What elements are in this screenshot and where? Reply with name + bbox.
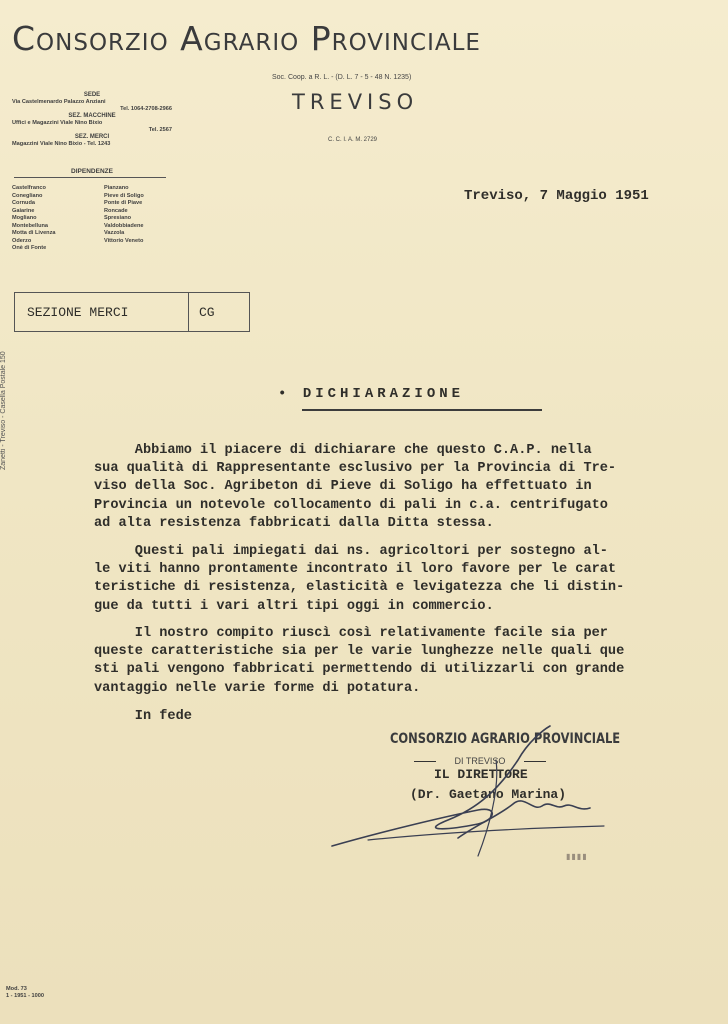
dep-item: Roncade bbox=[104, 207, 128, 214]
dep-item: Vazzola bbox=[104, 230, 125, 236]
section-box bbox=[14, 292, 250, 332]
signature-sub-text: DI TREVISO bbox=[454, 756, 506, 766]
dep-item: Conegliano bbox=[12, 192, 43, 199]
heading-underline bbox=[302, 409, 542, 411]
dep-item: Oderzo bbox=[12, 237, 32, 244]
dipendenze-col2 bbox=[104, 185, 144, 245]
dep-item: Cornuda bbox=[12, 200, 35, 206]
side-printer-note: Zanetti - Treviso - Casella Postale 150 bbox=[0, 351, 7, 470]
heading-text: DICHIARAZIONE bbox=[302, 386, 465, 402]
dep-item: Spresiano bbox=[104, 215, 132, 221]
paragraph-1: Abbiamo il piacere di dichiarare che questo C.A.P. nella sua qualità di Rappresentante esclusivo per la Provincia di Tre- viso della Soc. Agribeton di Pieve di Soligo ha effettuato in Provincia un notevole collocamento di pali in c.a. centrifugato ad alta resistenza fabbricati dalla Ditta stessa. bbox=[94, 443, 617, 531]
faint-stamp-icon: ▮▮▮▮ bbox=[566, 852, 588, 861]
dep-item: Pieve di Soligo bbox=[104, 192, 144, 199]
handwritten-signature bbox=[328, 720, 621, 860]
closing: In fede bbox=[94, 709, 192, 724]
section-name: SEZIONE MERCI bbox=[27, 305, 129, 320]
coop-line: Soc. Coop. a R. L. - (D. L. 7 - 5 - 48 N. 1235) bbox=[272, 74, 412, 81]
dipendenze-col1 bbox=[12, 185, 56, 253]
merci-label: SEZ. MERCI bbox=[74, 134, 110, 140]
sede-label: SEDE bbox=[83, 92, 101, 98]
sede-tel: Tel. 1064-2708-2966 bbox=[120, 106, 172, 112]
paragraph-2: Questi pali impiegati dai ns. agricoltori per sostegno al- le viti hanno prontamente incontrato il loro favore per le carat teristiche di resistenza, elasticità e levigatezza che li distin- gue da tutti i vari altri tipi oggi in commercio. bbox=[94, 544, 625, 614]
paragraph-3: Il nostro compito riuscì così relativamente facile sia per queste caratteristiche sia per le varie lunghezze nelle quali que sti pali vengono fabbricati permettendo di utilizzarli con grande vantaggio nelle varie forme di potatura. bbox=[94, 626, 625, 696]
sede-address: Via Castelmenardo Palazzo Anziani bbox=[12, 99, 106, 105]
model-number: Mod. 73 bbox=[6, 986, 27, 992]
merci-address: Magazzini Viale Nino Bixio - Tel. 1243 bbox=[12, 141, 111, 147]
signature-org: CONSORZIO AGRARIO PROVINCIALE bbox=[390, 731, 621, 747]
section-divider bbox=[188, 293, 189, 331]
letter-date: Treviso, 7 Maggio 1951 bbox=[464, 188, 649, 204]
dep-item: Castelfranco bbox=[12, 185, 46, 191]
signature-name: (Dr. Gaetano Marina) bbox=[410, 787, 567, 802]
dep-item: Pianzano bbox=[104, 185, 129, 191]
dep-item: Gaiarine bbox=[12, 207, 35, 214]
dep-item: Vittorio Veneto bbox=[104, 237, 144, 244]
office-addresses bbox=[12, 92, 172, 148]
batch-number: 1 - 1951 - 1000 bbox=[6, 993, 44, 999]
bullet-icon: • bbox=[278, 386, 291, 402]
letterhead-title: Consorzio Agrario Provinciale bbox=[12, 19, 481, 58]
macchine-tel: Tel. 2567 bbox=[148, 127, 172, 133]
dep-item: Onè di Fonte bbox=[12, 245, 47, 251]
dep-item: Ponte di Piave bbox=[104, 200, 143, 206]
form-footer bbox=[6, 986, 44, 1000]
dep-item: Mogliano bbox=[12, 215, 37, 221]
dipendenze-rule bbox=[14, 177, 166, 178]
macchine-address: Uffici e Magazzini Viale Nino Bixio bbox=[12, 120, 103, 126]
dipendenze-label: DIPENDENZE bbox=[71, 168, 113, 175]
dep-item: Motta di Livenza bbox=[12, 230, 56, 236]
cciaa-number: C. C. I. A. M. 2729 bbox=[328, 137, 378, 143]
section-code: CG bbox=[199, 305, 215, 320]
signature-role: IL DIRETTORE bbox=[434, 767, 528, 782]
macchine-label: SEZ. MACCHINE bbox=[68, 113, 116, 119]
dep-item: Valdobbiadene bbox=[104, 222, 144, 229]
letterhead-city: TREVISO bbox=[292, 90, 419, 114]
dep-item: Montebelluna bbox=[12, 222, 49, 229]
letter-heading bbox=[278, 386, 464, 402]
